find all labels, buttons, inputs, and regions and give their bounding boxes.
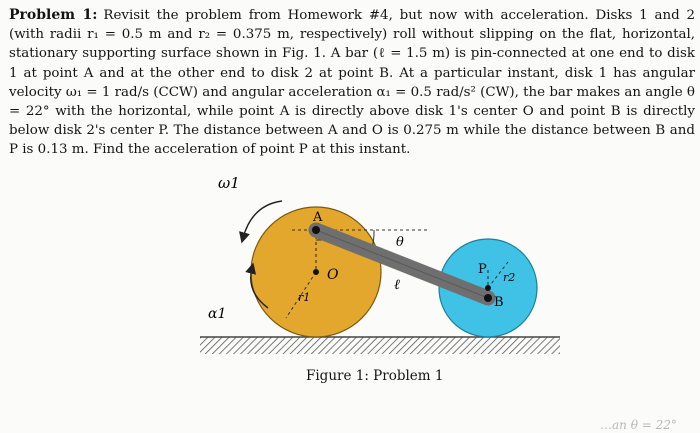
problem-text: Revisit the problem from Homework #4, but now with acceleration. Disks 1 and 2 (with radii r₁ = 0.5 m and r₂ = 0.375 m, respectively) roll without slipping on the flat, horizontal, stationary supporting surface shown in Fig. 1. A bar (ℓ = 1.5 m) is pin-connected at one end to disk 1 at point A and at the other end to disk 2 at point B. At a particular instant, disk 1 has angular velocity ω₁ = 1 rad/s (CCW) and angular acceleration α₁ = 0.5 rad/s² (CW), the bar makes an angle θ = 22° with the horizontal, while point A is directly above disk 1's center O and point B is directly below disk 2's center P. The distance between A and O is 0.275 m while the distance between B and P is 0.13 m. Find the acceleration of point P at this instant. xyxy=(9,8,696,158)
problem-label: Problem 1: xyxy=(9,7,98,23)
label-b: B xyxy=(494,295,504,310)
label-theta: θ xyxy=(396,235,404,250)
label-ell: ℓ xyxy=(394,277,400,293)
center-p xyxy=(485,285,491,291)
ground-hatch xyxy=(200,337,560,354)
center-o xyxy=(313,269,319,275)
label-r2: r2 xyxy=(503,271,516,284)
label-o: O xyxy=(327,267,339,283)
label-r1: r1 xyxy=(298,291,311,304)
figure-caption: Figure 1: Problem 1 xyxy=(306,368,444,384)
label-omega1: ω1 xyxy=(218,174,240,192)
pin-b xyxy=(484,294,492,302)
label-p: P xyxy=(478,262,487,277)
pin-a xyxy=(312,226,320,234)
label-alpha1: α1 xyxy=(208,306,227,322)
cut-off-text: …an θ = 22° xyxy=(600,418,677,432)
label-a: A xyxy=(313,210,323,225)
